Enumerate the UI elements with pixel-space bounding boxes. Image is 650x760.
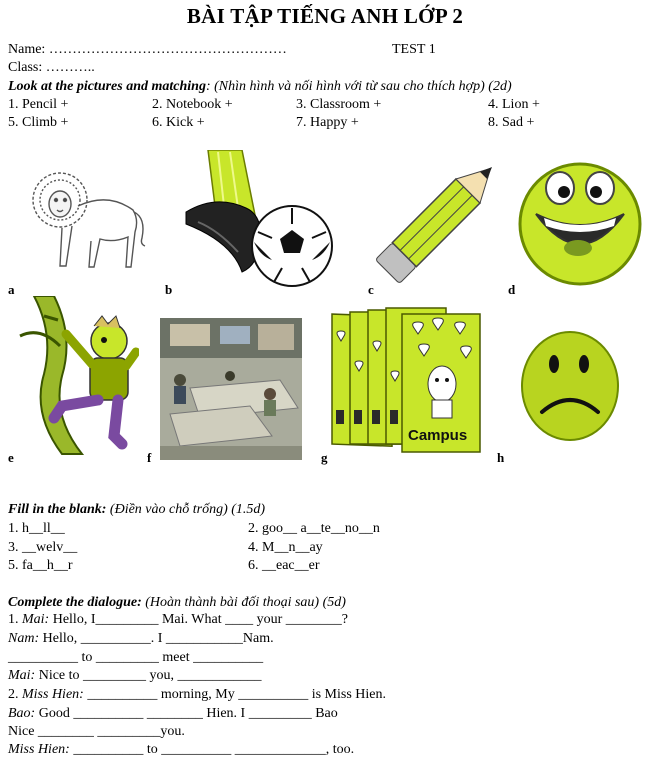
dialogue-line-number: 2.: [8, 687, 22, 702]
word-5: 5. Climb +: [8, 115, 69, 130]
classroom-picture: [160, 318, 302, 460]
word-7: 7. Happy +: [296, 115, 359, 130]
picture-label-h: h: [497, 450, 505, 465]
dialogue-line-number: 1.: [8, 612, 22, 627]
fill-item-6: 6. __eac__er: [248, 558, 320, 573]
name-line: Name: ……………………………………………: [8, 42, 287, 57]
fill-instruction: (Điền vào chỗ trống) (1.5d): [106, 502, 266, 517]
dialogue-text: __________ morning, My __________ is Miss Hien.: [83, 687, 387, 702]
matching-instruction: : (Nhìn hình và nối hình với từ sau cho thích hợp) (2d): [205, 79, 512, 94]
dialogue-text: Nice ________ _________you.: [8, 724, 185, 739]
picture-label-b: b: [165, 282, 173, 297]
word-1: 1. Pencil +: [8, 97, 69, 112]
lion-picture: [30, 160, 150, 285]
picture-label-g: g: [321, 450, 328, 465]
word-6: 6. Kick +: [152, 115, 205, 130]
dialogue-title: Complete the dialogue:: [8, 595, 142, 610]
dialogue-line: [8, 668, 262, 684]
matching-title: Look at the pictures and matching: [8, 79, 206, 94]
dialogue-text: __________ to _________ meet __________: [8, 650, 264, 665]
happy-face-picture: [516, 158, 644, 286]
fill-item-5: 5. fa__h__r: [8, 558, 73, 573]
dialogue-text: Good __________ ________ Hien. I _________ Bao: [35, 706, 338, 721]
kick-picture: [178, 150, 338, 290]
fill-item-3: 3. __welv__: [8, 540, 78, 555]
fill-title: Fill in the blank:: [8, 502, 107, 517]
word-2: 2. Notebook +: [152, 97, 233, 112]
fill-heading: [8, 502, 265, 518]
matching-heading: [8, 79, 512, 95]
sad-face-picture: [520, 330, 620, 442]
dialogue-speaker: Bao:: [8, 706, 36, 721]
dialogue-line: [8, 742, 354, 758]
worksheet-title: BÀI TẬP TIẾNG ANH LỚP 2: [186, 4, 464, 28]
climb-picture: [14, 296, 139, 456]
dialogue-instruction: (Hoàn thành bài đối thoại sau) (5d): [141, 595, 346, 610]
dialogue-text: Hello, I_________ Mai. What ____ your ________?: [49, 612, 348, 627]
dialogue-speaker: Miss Hien:: [8, 742, 70, 757]
pencil-picture: [372, 155, 507, 285]
fill-item-4: 4. M__n__ay: [248, 540, 323, 555]
test-label: TEST 1: [392, 42, 436, 57]
fill-item-1: 1. h__ll__: [8, 521, 65, 536]
picture-label-e: e: [8, 450, 14, 465]
dialogue-line: [8, 650, 263, 666]
picture-label-a: a: [8, 282, 15, 297]
dialogue-line: [8, 687, 386, 703]
word-4: 4. Lion +: [488, 97, 540, 112]
dialogue-line: [8, 612, 348, 628]
dialogue-line: [8, 724, 185, 740]
dialogue-text: __________ to __________ _____________, too.: [69, 742, 355, 757]
picture-label-f: f: [147, 450, 152, 465]
dialogue-speaker: Mai:: [8, 668, 36, 683]
dialogue-heading: [8, 595, 346, 611]
picture-label-c: c: [368, 282, 374, 297]
dialogue-speaker: Nam:: [8, 631, 40, 646]
dialogue-line: [8, 631, 274, 647]
picture-label-d: d: [508, 282, 516, 297]
word-3: 3. Classroom +: [296, 97, 382, 112]
dialogue-speaker: Miss Hien:: [22, 687, 84, 702]
dialogue-line: [8, 706, 338, 722]
dialogue-text: Nice to _________ you, ____________: [35, 668, 262, 683]
notebook-brand: Campus: [408, 427, 468, 444]
dialogue-speaker: Mai:: [22, 612, 50, 627]
notebook-picture: [330, 306, 484, 456]
class-line: Class: ………..: [8, 60, 95, 75]
dialogue-text: Hello, __________. I ___________Nam.: [39, 631, 274, 646]
word-8: 8. Sad +: [488, 115, 535, 130]
fill-item-2: 2. goo__ a__te__no__n: [248, 521, 380, 536]
